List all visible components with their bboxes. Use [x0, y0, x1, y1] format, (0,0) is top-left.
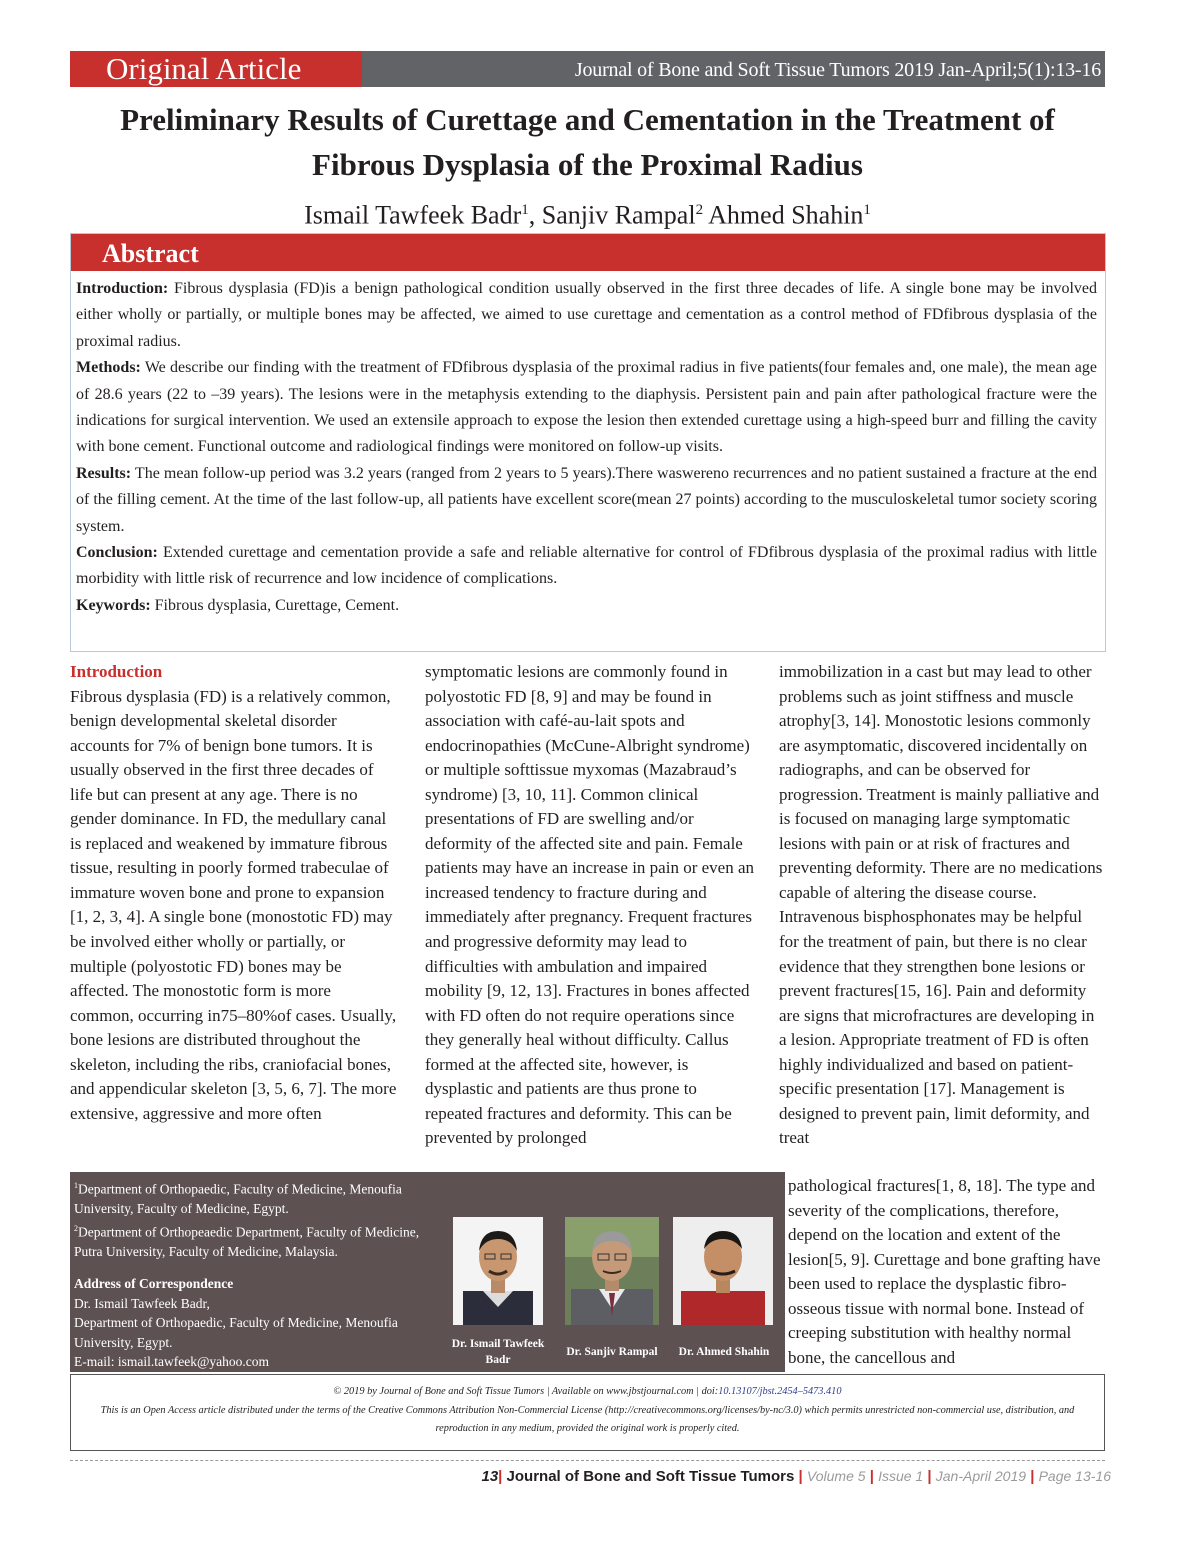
- abstract-keywords-text: Fibrous dysplasia, Curettage, Cement.: [150, 596, 400, 614]
- body-text-column-1: Fibrous dysplasia (FD) is a relatively common, benign developmental skeletal disorder accounts for 7% of benign bone tumors. It is usually observed in the first three decades of life but can present at any age. There is no gender dominance. In FD, the medullary canal is replaced and weakened by immature fibrous tissue, resulting in poorly formed trabeculae of immature woven bone and prone to expansion [1, 2, 3, 4]. A single bone (monostotic FD) may be involved either wholly or partially, or multiple (polyostotic FD) bones may be affected. The monostotic form is more common, occurring in75–80%of cases. Usually, bone lesions are distributed throughout the skeleton, including the ribs, craniofacial bones, and appendicular skeleton [3, 5, 6, 7]. The more extensive, aggressive and more often: [70, 686, 397, 1123]
- footer-separator: |: [927, 1468, 932, 1485]
- affiliation-2: [74, 1219, 434, 1262]
- address-line: Dr. Ismail Tawfeek Badr,: [74, 1295, 210, 1311]
- photo-caption-badr: [442, 1336, 554, 1368]
- affiliation-marker: 1: [74, 1181, 78, 1190]
- correspondence-address: [74, 1274, 434, 1372]
- abstract-conclusion-text: Extended curettage and cementation provide a safe and reliable alternative for control of FDfibrous dysplasia of the proximal radius with little morbidity with little risk of recurrence and low incidence of complications.: [76, 544, 1097, 588]
- footer-separator: |: [1030, 1468, 1035, 1485]
- doi-link[interactable]: 10.13107/jbst.2454–5473.410: [718, 1386, 842, 1397]
- affiliation-text: Department of Orthopeaedic Department, Faculty of Medicine, Putra University, Faculty of Medicine, Malaysia.: [74, 1224, 420, 1259]
- author-name: Ismail Tawfeek Badr: [304, 200, 522, 230]
- author-photo-rampal: [565, 1217, 659, 1325]
- footer-divider: [70, 1460, 1105, 1461]
- caption-line: Badr: [485, 1354, 511, 1366]
- author-affiliation-marker: 2: [695, 202, 704, 218]
- author-list: [70, 193, 1105, 233]
- author-name: Sanjiv Rampal: [541, 200, 696, 230]
- footer-separator: |: [869, 1468, 874, 1485]
- author-affiliation-marker: 1: [863, 202, 871, 218]
- license-line-1: [93, 1383, 1082, 1402]
- page-number: 13: [481, 1468, 499, 1485]
- footer-separator: |: [498, 1468, 503, 1485]
- abstract-methods-text: We describe our finding with the treatment of FDfibrous dysplasia of the proximal radius in five patients(four females and, one male), the mean age of 28.6 years (22 to –39 years). The lesions were in the metaphysis extending to the diaphysis. Persistent pain and pain after pathological fracture were the indications for surgical intervention. We used an extensile approach to expose the lesion then extended curettage using a high-speed burr and filling the cavity with bone cement. Functional outcome and radiological findings were monitored on follow-up visits.: [76, 359, 1097, 456]
- body-text-column-3-continued: pathological fractures[1, 8, 18]. The type and severity of the complications, therefore, depend on the location and extent of the lesion[5, 9]. Curettage and bone grafting have been used to replace the dysplastic fibro-osseous tissue with normal bone. Instead of creeping substitution with healthy normal bone, the cancellous and: [788, 1176, 1101, 1367]
- license-box: [70, 1374, 1105, 1451]
- abstract-methods: [76, 355, 1097, 461]
- footer-issue: Issue 1: [878, 1468, 924, 1484]
- abstract-body: [71, 271, 1105, 619]
- body-text-column-3: immobilization in a cast but may lead to other problems such as joint stiffness and muscle atrophy[3, 14]. Monostotic lesions commonly are asymptomatic, discovered incidentally on radiographs, and can be observed for progression. Treatment is mainly palliative and is focused on managing large symptomatic lesions with pain or at risk of fractures and preventing deformity. There are no medications capable of altering the disease course. Intravenous bisphosphonates may be helpful for the treatment of pain, but there is no clear evidence that they strengthen bone lesions or prevent fractures[15, 16]. Pain and deformity are signs that microfractures are developing in a lesion. Appropriate treatment of FD is often highly individualized and based on patient-specific presentation [17]. Management is designed to prevent pain, limit deformity, and treat: [779, 662, 1103, 1148]
- footer-period: Jan-April 2019: [935, 1468, 1027, 1484]
- article-type-label: Original Article: [70, 51, 362, 87]
- footer-journal-name: Journal of Bone and Soft Tissue Tumors: [506, 1468, 795, 1485]
- abstract-methods-label: Methods:: [76, 359, 141, 377]
- page-footer: [0, 1466, 1111, 1487]
- abstract-results-label: Results:: [76, 464, 132, 482]
- affiliation-text: Department of Orthopaedic, Faculty of Medicine, Menoufia University, Faculty of Medicine, Egypt.: [74, 1181, 402, 1217]
- license-line-2: This is an Open Access article distributed under the terms of the Creative Commons Attribution Non-Commercial License (http://creativecommons.org/licenses/by-nc/3.0) which permits unrestricted non-commercial use, distribution, and reproduction in any medium, provided the original work is properly cited.: [100, 1404, 1075, 1435]
- abstract-results-text: The mean follow-up period was 3.2 years (ranged from 2 years to 5 years).There waswereno recurrences and no patient sustained a fracture at the end of the filling cement. At the time of the last follow-up, all patients have excellent score(mean 27 points) according to the musculoskeletal tumor society scoring system.: [76, 464, 1097, 535]
- author-separator: ,: [528, 200, 542, 230]
- author-affiliation-marker: 1: [521, 202, 529, 218]
- abstract-introduction-label: Introduction:: [76, 280, 169, 297]
- abstract-heading: Abstract: [71, 234, 1105, 271]
- affiliations: [74, 1176, 434, 1261]
- paper-title: Preliminary Results of Curettage and Cementation in the Treatment of Fibrous Dysplasia of the Proximal Radius: [120, 102, 1055, 182]
- author-info-panel: [70, 1172, 785, 1372]
- author-photo-badr: [453, 1217, 543, 1325]
- abstract-conclusion: [76, 540, 1097, 593]
- footer-separator: |: [798, 1468, 803, 1485]
- abstract-keywords-label: Keywords:: [76, 596, 151, 614]
- affiliation-1: [74, 1176, 434, 1219]
- affiliation-marker: 2: [74, 1223, 78, 1233]
- abstract-conclusion-label: Conclusion:: [76, 544, 158, 562]
- journal-citation: Journal of Bone and Soft Tissue Tumors 2019 Jan-April;5(1):13-16: [362, 51, 1105, 87]
- footer-volume: Volume 5: [806, 1468, 866, 1484]
- body-column-3: [779, 660, 1105, 1172]
- body-text-column-2: symptomatic lesions are commonly found in polyostotic FD [8, 9] and may be found in association with café-au-lait spots and endocrinopathies (McCune-Albright syndrome) or multiple softtissue myxomas (Mazabraud’s syndrome) [3, 10, 11]. Common clinical presentations of FD are swelling and/or deformity of the affected site and pain. Female patients may have an increase in pain or even an increased tendency to fracture during and immediately after pregnancy. Frequent fractures and progressive deformity may lead to difficulties with ambulation and impaired mobility [9, 12, 13]. Fractures in bones affected with FD often do not require operations since they generally heal without difficulty. Callus formed at the affected site, however, is dysplastic and patients are thus prone to repeated fractures and deformity. This can be prevented by prolonged: [425, 662, 755, 1148]
- abstract-results: [76, 461, 1097, 540]
- section-heading-introduction: Introduction: [70, 662, 163, 681]
- author-photo-shahin: [673, 1217, 773, 1325]
- copyright-text: © 2019 by Journal of Bone and Soft Tissue Tumors | Available on www.jbstjournal.com | doi:: [333, 1386, 719, 1397]
- author-name: Ahmed Shahin: [708, 200, 864, 230]
- abstract-introduction-text: Fibrous dysplasia (FD)is a benign pathological condition usually observed in the first three decades of life. A single bone may be involved either wholly or partially, or multiple bones may be affected, we aimed to use curettage and cementation as a control method of FDfibrous dysplasia of the proximal radius.: [76, 280, 1097, 350]
- address-heading: Address of Correspondence: [74, 1276, 234, 1291]
- abstract-box: [70, 233, 1106, 652]
- abstract-keywords: [76, 593, 1097, 619]
- body-column-2: [425, 660, 755, 1172]
- body-column-3-continued: [788, 1174, 1106, 1370]
- address-line: Department of Orthopaedic, Faculty of Medicine, Menoufia University, Egypt.: [74, 1315, 398, 1350]
- address-email: E-mail: ismail.tawfeek@yahoo.com: [74, 1354, 269, 1370]
- photo-caption-shahin: Dr. Ahmed Shahin: [678, 1346, 770, 1358]
- photo-caption-rampal: Dr. Sanjiv Rampal: [566, 1346, 658, 1358]
- footer-pages: Page 13-16: [1038, 1468, 1111, 1484]
- body-column-1: [70, 660, 398, 1172]
- journal-header-bar: [70, 51, 1105, 87]
- abstract-introduction: [76, 276, 1097, 355]
- caption-line: Dr. Ismail Tawfeek: [451, 1338, 545, 1350]
